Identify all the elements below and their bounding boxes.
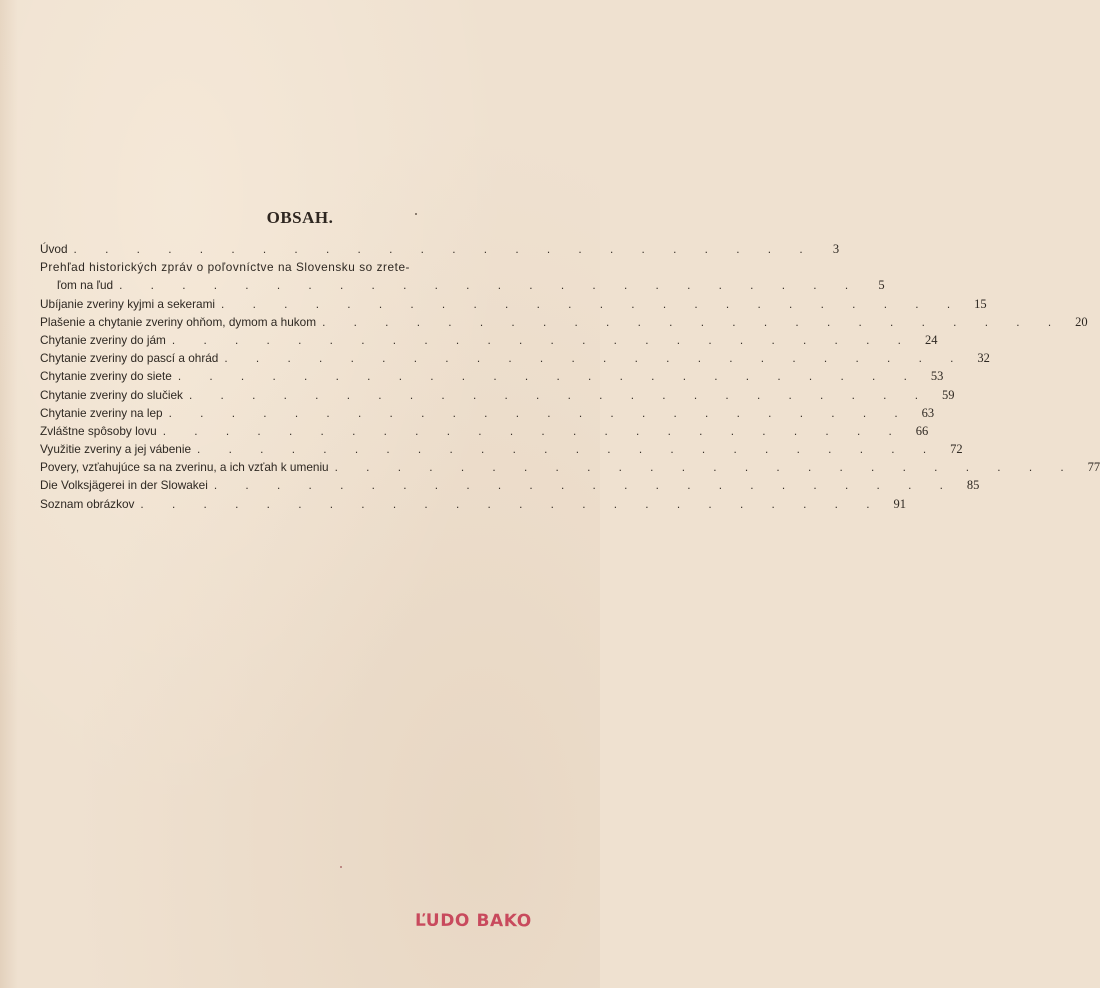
toc-entry-label: Plašenie a chytanie zveriny ohňom, dymom a hukom — [40, 314, 317, 329]
toc-entry-page: 72 — [950, 442, 963, 457]
toc-entry — [40, 458, 1100, 476]
toc-entry — [40, 422, 929, 440]
toc-leader-dots: . . . . . . . . . . . . . . . . . . . . . . . . — [224, 351, 966, 366]
toc-entry-label: ľom na ľud — [57, 278, 114, 293]
toc-leader-dots: . . . . . . . . . . . . . . . . . . . . . . . . — [221, 296, 963, 311]
toc-leader-dots: . . . . . . . . . . . . . . . . . . . . . . . . — [213, 478, 956, 493]
toc-entry-page: 20 — [1075, 314, 1088, 329]
toc-entry — [40, 349, 990, 367]
toc-entry-page: 3 — [832, 242, 840, 256]
toc-entry-page: 32 — [977, 351, 990, 366]
toc-entry-label: Chytanie zveriny do siete — [40, 369, 172, 384]
toc-entry-page: 15 — [974, 296, 987, 311]
toc-entry — [40, 240, 840, 258]
toc-leader-dots: . . . . . . . . . . . . . . . . . . . . . . . . — [168, 405, 911, 420]
toc-entry-page: 91 — [893, 496, 906, 511]
toc-entry — [40, 495, 906, 513]
toc-entry-page: 66 — [915, 423, 929, 438]
toc-entry-label: Povery, vzťahujúce sa na zverinu, a ich vzťah k umeniu — [40, 460, 329, 475]
toc-leader-dots: . . . . . . . . . . . . . . . . . . . . . . . . — [73, 242, 816, 256]
toc-entry — [40, 295, 987, 313]
toc-entry-label: Die Volksjägerei in der Slowakei — [40, 478, 208, 493]
page-title: OBSAH. — [266, 208, 334, 227]
toc-entry — [40, 386, 955, 404]
toc-entry-label: Soznam obrázkov — [40, 496, 135, 511]
toc-entry — [40, 404, 935, 422]
toc-entry — [40, 276, 885, 294]
toc-entry-label: Využitie zveriny a jej vábenie — [40, 442, 192, 457]
toc-leader-dots: . . . . . . . . . . . . . . . . . . . . . . . . — [322, 314, 1064, 329]
toc-leader-dots: . . . . . . . . . . . . . . . . . . . . . . . . — [177, 369, 920, 384]
toc-entry-label: Chytanie zveriny do pascí a ohrád — [40, 351, 219, 366]
paper-speck — [340, 866, 342, 868]
toc-entry — [40, 331, 938, 349]
toc-entry — [40, 258, 496, 276]
toc-entry-page: 24 — [924, 332, 938, 347]
table-of-contents — [40, 240, 1100, 513]
toc-entry — [40, 313, 1088, 331]
toc-entry-label: Chytanie zveriny do jám — [40, 332, 166, 347]
toc-entry-page: 77 — [1087, 460, 1100, 475]
toc-entry-page: 85 — [966, 478, 980, 493]
toc-leader-dots: . . . . . . . . . . . . . . . . . . . . . . . . — [162, 423, 905, 438]
toc-entry-page: 59 — [942, 387, 955, 402]
paper-speck — [415, 213, 417, 215]
toc-entry-label: Úvod — [40, 242, 68, 256]
toc-entry — [40, 440, 963, 458]
owner-stamp: ĽUDO BAKO — [414, 910, 532, 932]
toc-entry-label: Ubíjanie zveriny kyjmi a sekerami — [40, 296, 216, 311]
toc-entry-page: 53 — [930, 369, 944, 384]
toc-entry — [40, 367, 944, 385]
toc-entry-page: 5 — [878, 278, 885, 293]
toc-entry-label: Zvláštne spôsoby lovu — [40, 423, 157, 438]
toc-leader-dots: . . . . . . . . . . . . . . . . . . . . . . . . — [140, 496, 882, 511]
toc-leader-dots: . . . . . . . . . . . . . . . . . . . . . . . . — [171, 332, 914, 347]
toc-entry-label: Prehľad historických zpráv o poľovníctve na Slovensku so zrete- — [40, 260, 411, 275]
toc-leader-dots: . . . . . . . . . . . . . . . . . . . . . . . . — [119, 278, 861, 293]
toc-entry-label: Chytanie zveriny do slučiek — [40, 387, 183, 402]
toc-leader-dots: . . . . . . . . . . . . . . . . . . . . . . . . — [334, 460, 1077, 475]
toc-entry-label: Chytanie zveriny na lep — [40, 405, 163, 420]
toc-entry-page: 63 — [921, 405, 935, 420]
toc-leader-dots: . . . . . . . . . . . . . . . . . . . . . . . . — [188, 387, 931, 402]
toc-leader-dots: . . . . . . . . . . . . . . . . . . . . . . . . — [197, 442, 939, 457]
toc-entry — [40, 476, 980, 494]
